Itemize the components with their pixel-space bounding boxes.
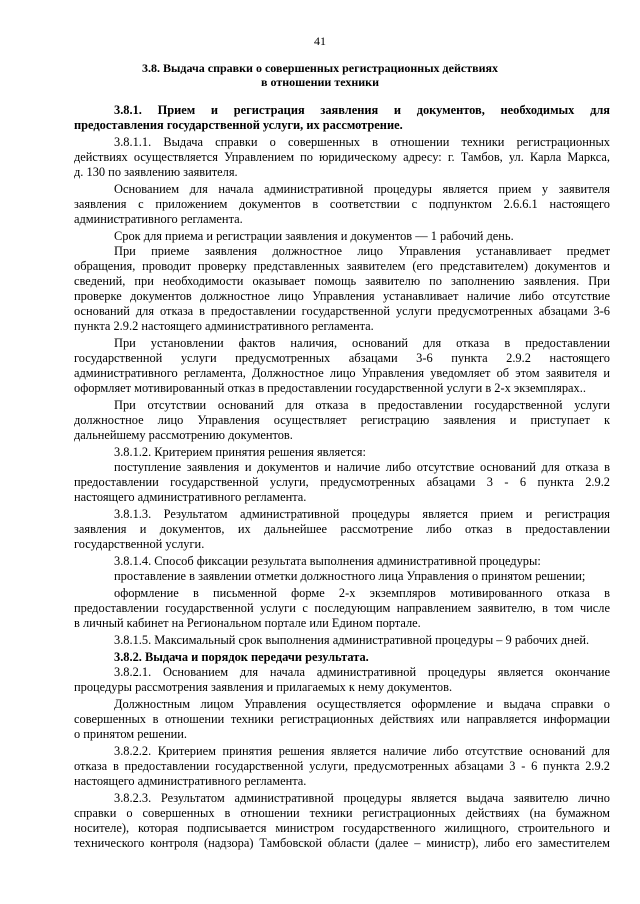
paragraph-line: При установлении фактов наличия, оснований для отказа в предоставлении xyxy=(114,336,610,350)
paragraph-line: Срок для приема и регистрации заявления и документов — 1 рабочий день. xyxy=(114,229,514,243)
paragraph-line: дальнейшему рассмотрению документов. xyxy=(74,428,293,442)
paragraph-line: процедуры рассмотрения заявления и прилагаемых к нему документов. xyxy=(74,680,453,694)
paragraph-line: должностное лицо Управления осуществляет регистрацию заявления и приступает к xyxy=(74,413,610,427)
paragraph-line: справки о совершенных в отношении техники регистрационных действиях (на бумажном xyxy=(74,806,610,820)
paragraph-line: предоставлении государственной услуги, предусмотренных абзацами 3 - 6 пункта 2.9.2 xyxy=(74,475,610,489)
paragraph-line: совершенных в отношении техники регистрационных действиях или направляется информации xyxy=(74,712,610,726)
paragraph-line: проверке документов должностное лицо Управления устанавливает наличие либо отсутствие xyxy=(74,289,610,303)
page-number: 41 xyxy=(314,34,326,48)
section-heading-line: 3.8.1. Прием и регистрация заявления и документов, необходимых для xyxy=(114,103,610,117)
paragraph-line: 3.8.1.3. Результатом административной процедуры является прием и регистрация xyxy=(114,507,610,521)
paragraph-line: административного регламента, Должностное лицо Управления уведомляет об этом заявителя и xyxy=(74,366,610,380)
paragraph-line: 3.8.1.2. Критерием принятия решения является: xyxy=(114,445,366,459)
paragraph-line: государственной услуги. xyxy=(74,537,205,551)
paragraph-line: носителе), которая подписывается министром государственного жилищного, строительного и xyxy=(74,821,610,835)
paragraph-line: д. 130 по заявлению заявителя. xyxy=(74,165,238,179)
paragraph-line: оформляет мотивированный отказ в предоставлении государственной услуги в 2-х экземплярах.. xyxy=(74,381,586,395)
paragraph-line: обращения, проводит проверку представленных заявителем (его представителем) документов и xyxy=(74,259,610,273)
paragraph-line: поступление заявления и документов и наличие либо отсутствие оснований для отказа в xyxy=(114,460,610,474)
paragraph-line: в личный кабинет на Региональном портале или Едином портале. xyxy=(74,616,421,630)
paragraph-line: действиях осуществляется Управлением по юридическому адресу: г. Тамбов, ул. Карла Маркса, xyxy=(74,150,610,164)
paragraph-line: При приеме заявления должностное лицо Управления устанавливает предмет xyxy=(114,244,610,258)
paragraph-line: 3.8.1.4. Способ фиксации результата выполнения административной процедуры: xyxy=(114,554,541,568)
section-heading-line: предоставления государственной услуги, их рассмотрение. xyxy=(74,118,403,132)
paragraph-line: 3.8.2.1. Основанием для начала административной процедуры является окончание xyxy=(114,665,610,679)
paragraph-line: настоящего административного регламента. xyxy=(74,774,307,788)
paragraph-line: предоставлении государственной услуги с последующим направлением заявителю, в том числе xyxy=(74,601,610,615)
section-title-line-1: 3.8. Выдача справки о совершенных регистрационных действиях xyxy=(142,61,498,75)
paragraph-line: технического контроля (надзора) Тамбовской области (далее – министр), либо его заместителем xyxy=(74,836,610,850)
paragraph-line: Должностным лицом Управления осуществляется оформление и выдача справки о xyxy=(114,697,610,711)
paragraph-line: сведений, при необходимости оказывает помощь заявителю по заполнению заявления. При xyxy=(74,274,610,288)
paragraph-line: проставление в заявлении отметки должностного лица Управления о принятом решении; xyxy=(114,569,586,583)
section-title-line-2: в отношении техники xyxy=(261,75,379,89)
paragraph-line: о принятом решении. xyxy=(74,727,187,741)
paragraph-line: 3.8.1.1. Выдача справки о совершенных в отношении техники регистрационных xyxy=(114,135,610,149)
paragraph-line: Основанием для начала административной процедуры является прием у заявителя xyxy=(114,182,610,196)
paragraph-line: 3.8.2.2. Критерием принятия решения является наличие либо отсутствие оснований для xyxy=(114,744,610,758)
paragraph-line: государственной услуги предусмотренных абзацами 3-6 пункта 2.9.2 настоящего xyxy=(74,351,610,365)
paragraph-line: заявления с приложением документов в соответствии с подпунктом 2.6.6.1 настоящего xyxy=(74,197,610,211)
paragraph-line: заявления и документов, их дальнейшее рассмотрение либо отказ в предоставлении xyxy=(74,522,610,536)
section-heading-line: 3.8.2. Выдача и порядок передачи результата. xyxy=(114,650,369,664)
paragraph-line: оформление в письменной форме 2-х экземпляров мотивированного отказа в xyxy=(114,586,610,600)
paragraph-line: отказа в предоставлении государственной услуги, предусмотренных абзацами 3 - 6 пункта 2.9.2 xyxy=(74,759,610,773)
paragraph-line: настоящего административного регламента. xyxy=(74,490,307,504)
paragraph-line: 3.8.1.5. Максимальный срок выполнения административной процедуры – 9 рабочих дней. xyxy=(114,633,590,647)
paragraph-line: 3.8.2.3. Результатом административной процедуры является выдача заявителю лично xyxy=(114,791,610,805)
paragraph-line: административного регламента. xyxy=(74,212,243,226)
paragraph-line: пункта 2.9.2 настоящего административного регламента. xyxy=(74,319,374,333)
paragraph-line: При отсутствии оснований для отказа в предоставлении государственной услуги xyxy=(114,398,610,412)
paragraph-line: оснований для отказа в предоставлении государственной услуги предусмотренных абзацами 3-6 xyxy=(74,304,610,318)
